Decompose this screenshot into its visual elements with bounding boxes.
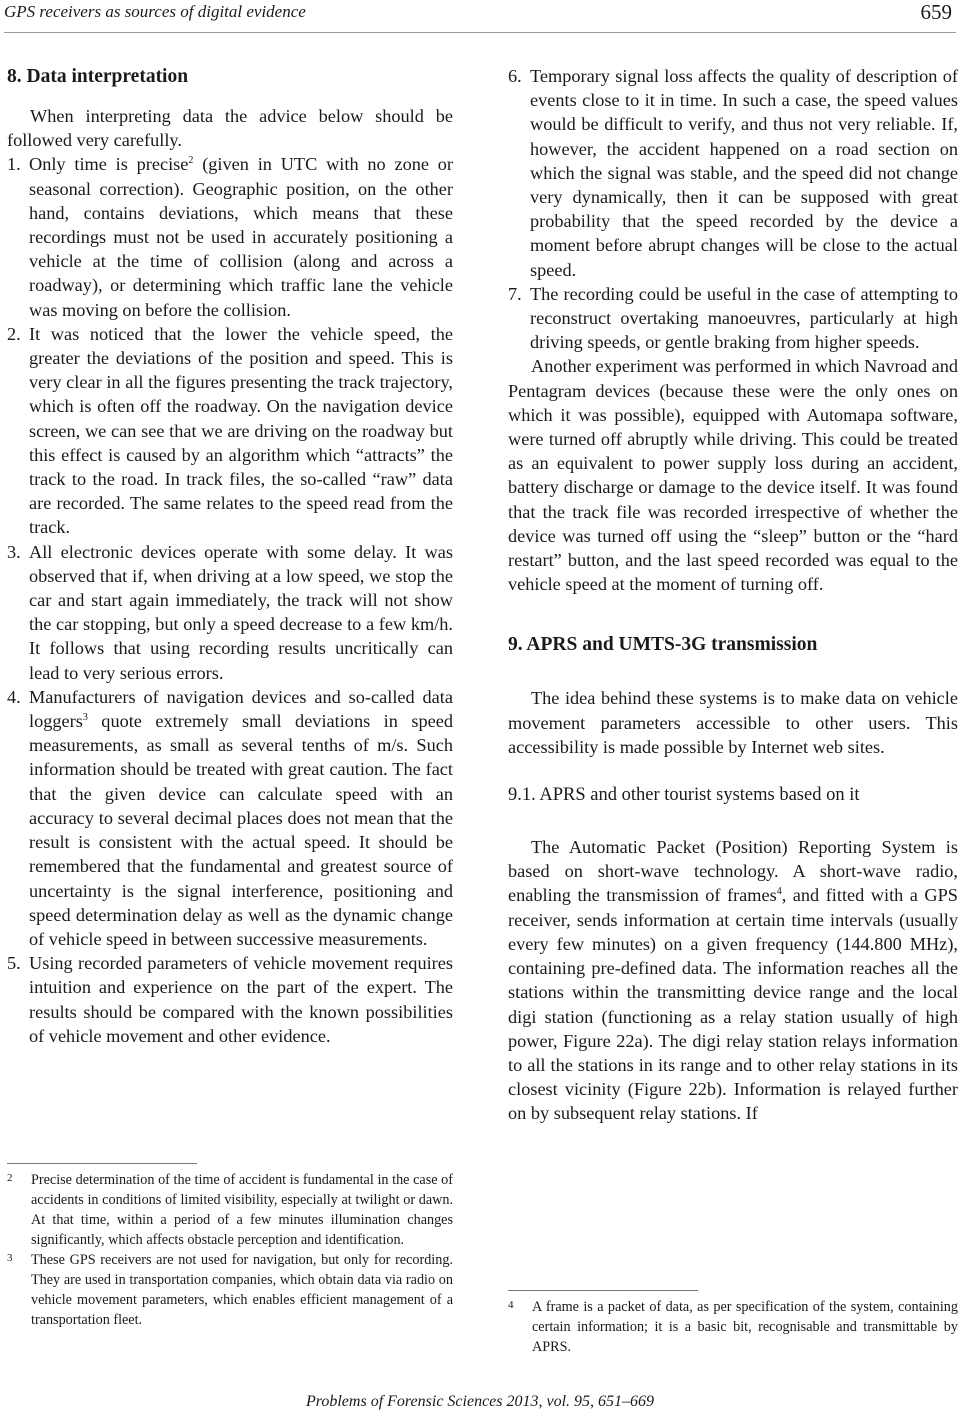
- footnote-ref-4[interactable]: 4: [776, 886, 782, 898]
- section-8-intro: When interpreting data the advice below should be followed very carefully.: [7, 106, 453, 151]
- item-number: 1.: [7, 154, 21, 175]
- section-8-heading: 8. Data interpretation: [7, 66, 189, 87]
- list-item-3: [7, 540, 453, 685]
- item-number: 4.: [7, 686, 21, 707]
- footnote-2: 2 Precise determination of the time of accident is fundamental in the case of accidents in conditions of limited visibility, especially at twilight or dawn. At that time, within a period of a few minutes illumination changes significantly, which affects obstacle perception and identification.: [7, 1172, 453, 1248]
- list-item-5: [7, 951, 453, 1048]
- journal-citation-footer: Problems of Forensic Sciences 2013, vol. 95, 651–669: [305, 1393, 655, 1410]
- footnote-ref-3[interactable]: 3: [82, 711, 88, 723]
- section-9-intro: The idea behind these systems is to make data on vehicle movement parameters accessible to other users. This accessibility is made possible by Internet web sites.: [508, 688, 958, 757]
- list-item-2: [7, 322, 453, 540]
- item-text: Using recorded parameters of vehicle movement requires intuition and experience on the part of the expert. The results should be compared with the known possibilities of vehicle movement and other evidence.: [29, 953, 453, 1046]
- section-9-heading: 9. APRS and UMTS-3G transmission: [508, 634, 818, 656]
- item-text: Manufacturers of navigation devices and so-called data loggers$^3$ quote extremely small deviations in speed measurements, as small as several tenths of m/s. Such information should be treated with great caution. The fact that the given device can calculate speed with an accuracy to several decimal places does not mean that the result is consistent with the actual speed. It should be remembered that the fundamental and greatest source of uncertainty is the signal interference, positioning and speed determination delay as well as the dynamic change of vehicle speed in between successive measurements.: [29, 686, 453, 949]
- footnote-3: 3 These GPS receivers are not used for navigation, but only for recording. They are used in transportation companies, which obtain data via radio on vehicle movement parameters, which enables efficient management of a transportation fleet.: [7, 1252, 453, 1328]
- running-header: [4, 0, 956, 33]
- item-text: Temporary signal loss affects the quality of description of events close to it in time. In such a case, the speed values would be difficult to verify, and thus not very reliable. If, however, the accident happened on a road section on which the signal was stable, and the speed did not change very dynamically, then it can be supposed with great probability that the speed recorded by the device a moment before abrupt changes will be close to the actual speed.: [530, 66, 958, 280]
- list-item-1: [7, 152, 453, 321]
- right-column: [508, 64, 958, 1126]
- item-number: 5.: [7, 953, 21, 974]
- item-text: Only time is precise$^2$ (given in UTC with no zone or seasonal correction). Geographic position, on the other hand, contains deviations, which means that these recordings must not be used in accurately positioning a vehicle at the time of collision (along and across a roadway), or determining which traffic lane the vehicle was moving on before the collision.: [29, 154, 453, 320]
- footnotes-left: [7, 1170, 453, 1330]
- item-text: All electronic devices operate with some delay. It was observed that if, when driving at a low speed, we stop the car and start again immediately, the track will not show the car stopping, but only a speed decrease to a few km/h. It follows that using recording results uncritically can lead to very serious errors.: [29, 541, 453, 683]
- footnote-rule-right: [508, 1290, 698, 1291]
- left-column: [7, 64, 453, 1048]
- item-number: 7.: [508, 283, 522, 304]
- page-number: 659: [920, 0, 952, 24]
- item-number: 6.: [508, 66, 522, 86]
- footnotes-right: [508, 1297, 958, 1357]
- item-number: 2.: [7, 323, 21, 344]
- footnote-4: 4 A frame is a packet of data, as per specification of the system, containing certain information; it is a basic bit, recognisable and transmittable by APRS.: [508, 1299, 958, 1355]
- list-item-7: [508, 282, 958, 355]
- list-item-6: [508, 64, 958, 282]
- item-text: The recording could be useful in the case of attempting to reconstruct overtaking manoeuvres, particularly at high driving speeds, or gentle braking from higher speeds.: [530, 283, 958, 353]
- footnote-ref-2[interactable]: 2: [188, 155, 194, 167]
- footnote-rule-left: [7, 1163, 197, 1164]
- section-9-1-paragraph: The Automatic Packet (Position) Reporting System is based on short-wave technology. A short-wave radio, enabling the transmission of frames$^4$, and fitted with a GPS receiver, sends information at certain time intervals (usually every few minutes) on a given frequency (144.800 MHz), containing pre-defined data. The information reaches all the stations within the transmitting device range and the local digi station (functioning as a relay station usually of high power, Figure 22a). The digi relay station relays information to all the stations in its range and to other relay stations in its closest vicinity (Figure 22b). Information is relayed further on by subsequent relay stations. If: [508, 837, 958, 1124]
- item-number: 3.: [7, 541, 21, 562]
- list-item-4: [7, 685, 453, 951]
- section-8-closing: Another experiment was performed in which Navroad and Pentagram devices (because these were the only ones on which it was possible), equipped with Automapa software, were turned off abruptly while driving. This could be treated as an equivalent to power supply loss during an accident, battery discharge or damage to the device itself. It was found that the track file was recorded irrespective of whether the device was turned off using the “sleep” button or the “hard restart” button, and the last speed recorded was equal to the vehicle speed at the moment of turning off.: [508, 356, 958, 595]
- running-title: GPS receivers as sources of digital evidence: [4, 2, 306, 21]
- item-text: It was noticed that the lower the vehicle speed, the greater the deviations of the position and speed. This is very clear in all the figures presenting the track trajectory, which is often off the roadway. On the navigation device screen, we can see that we are driving on the roadway but this effect is caused by an algorithm which “attracts” the track to the road. In track files, the so-called “raw” data are recorded. The same relates to the speed read from the track.: [29, 323, 453, 538]
- subsection-9-1-heading: 9.1. APRS and other tourist systems based on it: [508, 785, 860, 806]
